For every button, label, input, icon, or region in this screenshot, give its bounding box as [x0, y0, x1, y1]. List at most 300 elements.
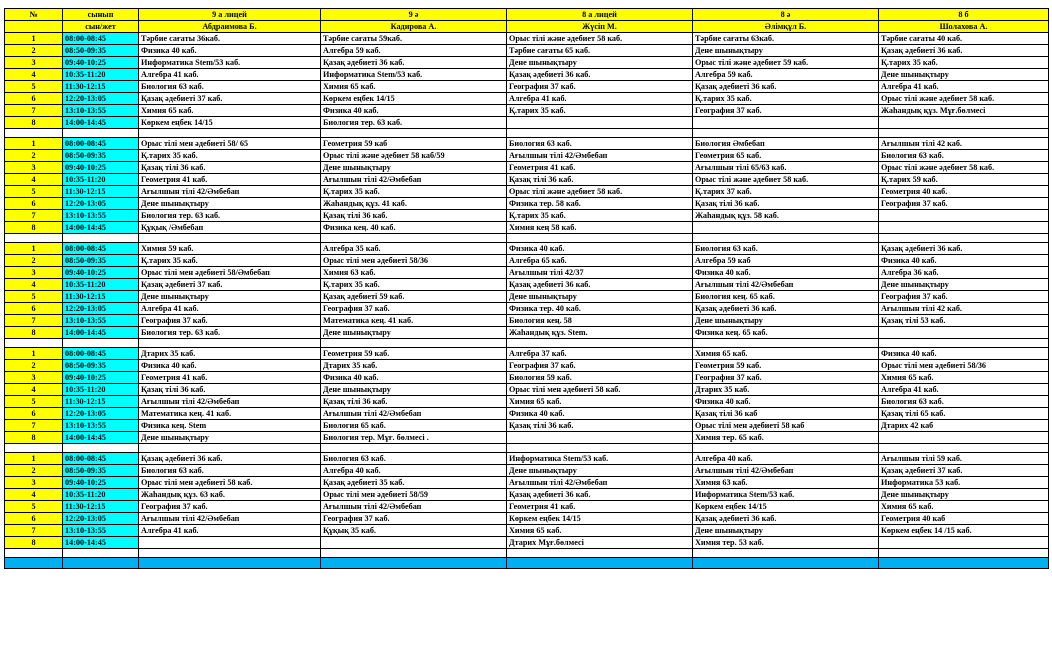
subject-cell: Дене шынықтыру — [693, 525, 879, 537]
subject-cell: Физика 40 каб. — [693, 396, 879, 408]
lesson-number: 4 — [5, 489, 63, 501]
subject-cell: Математика кең. 41 каб. — [321, 315, 507, 327]
subject-cell — [879, 222, 1049, 234]
lesson-row — [5, 432, 1049, 444]
class-name: 8 ә — [693, 9, 879, 21]
subject-cell — [693, 222, 879, 234]
lesson-time: 09:40-10:25 — [63, 372, 139, 384]
lesson-number: 3 — [5, 267, 63, 279]
subject-cell: Химия тер. 53 каб. — [693, 537, 879, 549]
lesson-time: 14:00-14:45 — [63, 327, 139, 339]
subject-cell: Орыс тілі мен әдебиеті 58/59 — [321, 489, 507, 501]
lesson-time: 10:35-11:20 — [63, 489, 139, 501]
subject-cell: Физика 40 каб. — [139, 45, 321, 57]
subject-cell: Орыс тілі мен әдебиеті 58/ 65 — [139, 138, 321, 150]
day-separator — [5, 549, 1049, 558]
subject-cell: Дене шынықтыру — [139, 432, 321, 444]
lesson-number: 1 — [5, 138, 63, 150]
separator-cell — [63, 234, 139, 243]
lesson-number: 7 — [5, 525, 63, 537]
day-separator — [5, 444, 1049, 453]
lesson-row — [5, 384, 1049, 396]
class-name: 8 а лицей — [507, 9, 693, 21]
subject-cell: Қазақ тілі 36 каб. — [139, 162, 321, 174]
lesson-row — [5, 162, 1049, 174]
subject-cell: Көркем еңбек 14/15 — [507, 513, 693, 525]
subject-cell: Геометрия 41 каб. — [507, 501, 693, 513]
lesson-number: 2 — [5, 255, 63, 267]
lesson-time: 09:40-10:25 — [63, 477, 139, 489]
subject-cell: Химия 65 каб. — [321, 81, 507, 93]
footer-cell — [507, 558, 693, 569]
subject-cell: Физика 40 каб. — [693, 267, 879, 279]
header-row — [5, 9, 1049, 21]
footer-cell — [5, 558, 63, 569]
subject-cell: Геометрия 59 каб. — [693, 360, 879, 372]
lesson-number: 6 — [5, 198, 63, 210]
lesson-time: 13:10-13:55 — [63, 210, 139, 222]
separator-cell — [5, 444, 63, 453]
lesson-time: 11:30-12:15 — [63, 81, 139, 93]
lesson-number: 8 — [5, 327, 63, 339]
lesson-number: 2 — [5, 150, 63, 162]
subject-cell: Химия 65 каб. — [693, 348, 879, 360]
subject-cell — [879, 537, 1049, 549]
subject-cell: Биология тер. 63 каб. — [139, 210, 321, 222]
lesson-number: 7 — [5, 105, 63, 117]
subject-cell: Ағылшын тілі 42/Әмбебап — [507, 477, 693, 489]
class-header: сынып — [63, 9, 139, 21]
lesson-number: 4 — [5, 384, 63, 396]
subject-cell: Дтарих 35 каб. — [321, 360, 507, 372]
separator-cell — [879, 234, 1049, 243]
subject-cell: Дене шынықтыру — [321, 384, 507, 396]
subject-cell: Физика 40 каб. — [879, 255, 1049, 267]
subject-cell: Физика тер. 58 каб. — [507, 198, 693, 210]
lesson-row — [5, 291, 1049, 303]
subject-cell: Орыс тілі және әдебиет 59 каб. — [693, 57, 879, 69]
separator-cell — [5, 234, 63, 243]
lesson-time: 14:00-14:45 — [63, 537, 139, 549]
separator-cell — [321, 549, 507, 558]
separator-cell — [321, 444, 507, 453]
separator-cell — [879, 129, 1049, 138]
subject-cell: Дене шынықтыру — [879, 69, 1049, 81]
subject-cell: Геометрия 40 каб. — [879, 186, 1049, 198]
subject-cell: Алгебра 35 каб. — [321, 243, 507, 255]
class-name: 8 б — [879, 9, 1049, 21]
lesson-row — [5, 453, 1049, 465]
lesson-time: 08:00-08:45 — [63, 243, 139, 255]
subject-cell: Алгебра 41 каб. — [139, 525, 321, 537]
subject-cell: Орыс тілі және әдебиет 58 каб. — [507, 186, 693, 198]
subject-cell — [507, 432, 693, 444]
lesson-time: 08:50-09:35 — [63, 465, 139, 477]
lesson-number: 5 — [5, 501, 63, 513]
teacher-name: Әлімқұл Б. — [693, 21, 879, 33]
subject-cell: Жаһандық құз. 41 каб. — [321, 198, 507, 210]
subject-cell: Көркем еңбек 14/15 — [321, 93, 507, 105]
subject-cell: Қазақ әдебиеті 36 каб. — [507, 279, 693, 291]
lesson-row — [5, 513, 1049, 525]
subject-cell — [321, 537, 507, 549]
subject-cell: Дене шынықтыру — [321, 162, 507, 174]
subject-cell: Қазақ әдебиеті 36 каб. — [139, 453, 321, 465]
subject-cell: Жаһандық құз. Мұғ.бөлмесі — [879, 105, 1049, 117]
day-separator — [5, 234, 1049, 243]
subject-cell: Қазақ әдебиеті 37 каб. — [139, 93, 321, 105]
lesson-time: 11:30-12:15 — [63, 396, 139, 408]
lesson-row — [5, 408, 1049, 420]
lesson-number: 7 — [5, 210, 63, 222]
subject-cell: Химия 63 каб. — [693, 477, 879, 489]
lesson-number: 4 — [5, 69, 63, 81]
subject-cell: Биология 63 каб. — [879, 150, 1049, 162]
subject-cell: Дене шынықтыру — [507, 291, 693, 303]
subject-cell: Ағылшын тілі 59 каб. — [879, 453, 1049, 465]
subject-cell: Физика 40 каб. — [139, 360, 321, 372]
subject-cell: Ағылшын тілі 65/63 каб. — [693, 162, 879, 174]
subject-cell: Дене шынықтыру — [879, 279, 1049, 291]
subject-cell: Физика 40 каб. — [507, 243, 693, 255]
lesson-time: 12:20-13:05 — [63, 513, 139, 525]
lesson-number: 8 — [5, 537, 63, 549]
subject-cell: Физика тер. 40 каб. — [507, 303, 693, 315]
subject-cell: Қазақ әдебиеті 36 каб. — [879, 45, 1049, 57]
subject-cell: География 37 каб. — [139, 315, 321, 327]
subject-cell — [879, 432, 1049, 444]
lesson-row — [5, 222, 1049, 234]
subject-cell: Қазақ әдебиеті 36 каб. — [693, 81, 879, 93]
subject-cell: Қазақ әдебиеті 36 каб. — [507, 489, 693, 501]
lesson-time: 13:10-13:55 — [63, 420, 139, 432]
subject-cell: Дене шынықтыру — [321, 327, 507, 339]
subject-cell: Геометрия 59 каб. — [321, 348, 507, 360]
class-name: 9 ә — [321, 9, 507, 21]
subject-cell: Химия 65 каб. — [507, 525, 693, 537]
subject-cell: Қазақ тілі 36 каб. — [139, 384, 321, 396]
subject-cell: Дене шынықтыру — [139, 291, 321, 303]
subject-cell: Биология 63 каб. — [879, 396, 1049, 408]
lesson-number: 1 — [5, 33, 63, 45]
subject-cell: Геометрия 41 каб. — [507, 162, 693, 174]
subject-cell: Биология тер. 63 каб. — [139, 327, 321, 339]
footer-bar — [5, 558, 1049, 569]
subject-cell: Орыс тілі мен әдебиеті 58/Әмбебап — [139, 267, 321, 279]
subject-cell: Ағылшын тілі 42/Әмбебап — [139, 396, 321, 408]
subject-cell: Дене шынықтыру — [139, 198, 321, 210]
subject-cell: Биология 63 каб. — [693, 243, 879, 255]
lesson-row — [5, 198, 1049, 210]
subject-cell: Биология кең. 58 — [507, 315, 693, 327]
lesson-row — [5, 33, 1049, 45]
footer-cell — [63, 558, 139, 569]
subject-cell: Құқық 35 каб. — [321, 525, 507, 537]
lesson-number: 1 — [5, 243, 63, 255]
lesson-row — [5, 267, 1049, 279]
separator-cell — [63, 339, 139, 348]
footer-cell — [321, 558, 507, 569]
subject-cell: Көркем еңбек 14/15 — [139, 117, 321, 129]
lesson-row — [5, 117, 1049, 129]
lesson-row — [5, 210, 1049, 222]
lesson-time: 13:10-13:55 — [63, 525, 139, 537]
subject-cell: Қ.тарих 35 каб. — [139, 150, 321, 162]
footer-cell — [879, 558, 1049, 569]
lesson-number: 3 — [5, 372, 63, 384]
subject-cell: Химия 63 каб. — [321, 267, 507, 279]
subject-cell: Ағылшын тілі 42/37 — [507, 267, 693, 279]
subject-cell: Қазақ әдебиеті 36 каб. — [693, 513, 879, 525]
subject-cell: Тәрбие сағаты 40 каб. — [879, 33, 1049, 45]
lesson-row — [5, 150, 1049, 162]
subject-cell: Жаһандық құз. 58 каб. — [693, 210, 879, 222]
subject-cell: Дене шынықтыру — [693, 45, 879, 57]
lesson-row — [5, 303, 1049, 315]
lesson-number: 2 — [5, 45, 63, 57]
subject-cell: Ағылшын тілі 42/Әмбебап — [321, 501, 507, 513]
subject-cell: Тәрбие сағаты 63каб. — [693, 33, 879, 45]
subject-cell: Орыс тілі және әдебиет 58 каб. — [879, 93, 1049, 105]
subject-cell: Қазақ әдебиеті 59 каб. — [321, 291, 507, 303]
lesson-row — [5, 396, 1049, 408]
lesson-row — [5, 372, 1049, 384]
subject-cell: Қ.тарих 35 каб. — [507, 210, 693, 222]
subject-cell: Қ.тарих 35 каб. — [507, 105, 693, 117]
subject-cell: Дене шынықтыру — [507, 57, 693, 69]
subject-cell: Орыс тілі және әдебиет 58 каб/59 — [321, 150, 507, 162]
subject-cell: Көркем еңбек 14/15 — [693, 501, 879, 513]
subject-cell: Қ.тарих 35 каб. — [321, 279, 507, 291]
lesson-time: 13:10-13:55 — [63, 105, 139, 117]
subject-cell: Қазақ әдебиеті 36 каб. — [693, 303, 879, 315]
subject-cell: Қазақ әдебиеті 37 каб. — [879, 465, 1049, 477]
separator-cell — [139, 549, 321, 558]
subject-cell: География 37 каб. — [321, 303, 507, 315]
subject-cell — [693, 117, 879, 129]
lesson-time: 11:30-12:15 — [63, 291, 139, 303]
subject-cell: Қазақ тілі 36 каб. — [693, 198, 879, 210]
subject-cell: Биология тер. Мұғ. бөлмесі . — [321, 432, 507, 444]
separator-cell — [321, 129, 507, 138]
lesson-time: 08:50-09:35 — [63, 360, 139, 372]
subject-cell: Алгебра 40 каб. — [693, 453, 879, 465]
subject-cell: География 37 каб. — [879, 198, 1049, 210]
lesson-time: 09:40-10:25 — [63, 267, 139, 279]
subject-cell: География 37 каб. — [507, 81, 693, 93]
separator-cell — [879, 339, 1049, 348]
subject-cell: География 37 каб. — [693, 105, 879, 117]
lesson-row — [5, 537, 1049, 549]
lesson-time: 12:20-13:05 — [63, 93, 139, 105]
lesson-time: 12:20-13:05 — [63, 198, 139, 210]
subject-cell: Дтарих 35 каб. — [693, 384, 879, 396]
subject-cell: Физика кең. Stem — [139, 420, 321, 432]
lesson-number: 5 — [5, 291, 63, 303]
lesson-row — [5, 465, 1049, 477]
lesson-row — [5, 105, 1049, 117]
subject-cell: Алгебра 59 каб. — [693, 69, 879, 81]
subject-cell: Алгебра 41 каб. — [139, 303, 321, 315]
subject-cell: Орыс тілі мен әдебиеті 58 каб. — [507, 384, 693, 396]
subject-cell: Алгебра 40 каб. — [321, 465, 507, 477]
lesson-time: 14:00-14:45 — [63, 432, 139, 444]
subject-cell: Дене шынықтыру — [507, 465, 693, 477]
subject-cell: Қазақ тілі 36 каб. — [321, 396, 507, 408]
lesson-row — [5, 45, 1049, 57]
lesson-number: 5 — [5, 81, 63, 93]
day-separator — [5, 339, 1049, 348]
separator-cell — [693, 549, 879, 558]
separator-cell — [321, 234, 507, 243]
separator-cell — [63, 129, 139, 138]
subject-cell: Алгебра 41 каб. — [507, 93, 693, 105]
subject-cell: Ағылшын тілі 42/Әмбебап — [139, 513, 321, 525]
lesson-row — [5, 138, 1049, 150]
separator-cell — [693, 339, 879, 348]
subject-cell: Орыс тілі және әдебиет 58 каб. — [879, 162, 1049, 174]
subject-cell: Физика 40 каб. — [321, 372, 507, 384]
subject-cell: Орыс тілі және әдебиет 58 каб. — [693, 174, 879, 186]
lesson-time: 08:00-08:45 — [63, 138, 139, 150]
lesson-number: 6 — [5, 303, 63, 315]
subject-cell: Ағылшын тілі 42 каб. — [879, 138, 1049, 150]
lesson-row — [5, 81, 1049, 93]
subject-cell: Информатика Stem/53 каб. — [693, 489, 879, 501]
lesson-number: 4 — [5, 279, 63, 291]
separator-cell — [507, 444, 693, 453]
lesson-number: 6 — [5, 93, 63, 105]
subject-cell: Биология 65 каб. — [321, 420, 507, 432]
subject-cell: Дтарих 42 каб — [879, 420, 1049, 432]
subject-cell: Химия кең 58 каб. — [507, 222, 693, 234]
lesson-row — [5, 477, 1049, 489]
subject-cell: Қ.тарих 35 каб. — [321, 186, 507, 198]
subject-cell: Қазақ тілі 36 каб. — [507, 174, 693, 186]
lesson-number: 6 — [5, 408, 63, 420]
subject-cell: Химия 65 каб. — [879, 501, 1049, 513]
separator-cell — [63, 549, 139, 558]
subject-cell: Орыс тілі мен әдебиеті 58 каб — [693, 420, 879, 432]
lesson-time: 14:00-14:45 — [63, 222, 139, 234]
lesson-row — [5, 360, 1049, 372]
subject-cell: Тәрбие сағаты 59каб. — [321, 33, 507, 45]
subject-cell: Жаһандық құз. 63 каб. — [139, 489, 321, 501]
lesson-time: 10:35-11:20 — [63, 384, 139, 396]
subject-cell: Қазақ тілі 36 каб. — [507, 420, 693, 432]
lesson-row — [5, 255, 1049, 267]
separator-cell — [139, 444, 321, 453]
subject-cell: Қазақ әдебиеті 36 каб. — [879, 243, 1049, 255]
day-separator — [5, 129, 1049, 138]
subject-cell: Тәрбие сағаты 65 каб. — [507, 45, 693, 57]
subject-cell: Ағылшын тілі 42/Әмбебап — [507, 150, 693, 162]
subject-cell: Дене шынықтыру — [693, 315, 879, 327]
separator-cell — [5, 549, 63, 558]
separator-cell — [693, 444, 879, 453]
subject-cell: Орыс тілі және әдебиет 58 каб. — [507, 33, 693, 45]
subject-cell: География 37 каб. — [139, 501, 321, 513]
subject-cell — [139, 537, 321, 549]
lesson-time: 11:30-12:15 — [63, 186, 139, 198]
subject-cell: Дене шынықтыру — [879, 489, 1049, 501]
blank-cell — [5, 21, 63, 33]
lesson-number: 3 — [5, 57, 63, 69]
subject-cell: Алгебра 37 каб. — [507, 348, 693, 360]
subject-cell: Алгебра 36 каб. — [879, 267, 1049, 279]
lesson-row — [5, 57, 1049, 69]
lesson-time: 08:50-09:35 — [63, 150, 139, 162]
subject-cell: Физика 40 каб. — [321, 105, 507, 117]
lesson-time: 08:50-09:35 — [63, 255, 139, 267]
lesson-time: 12:20-13:05 — [63, 408, 139, 420]
teacher-name: Жүсіп М. — [507, 21, 693, 33]
subject-cell: Алгебра 41 каб. — [139, 69, 321, 81]
subject-cell — [879, 327, 1049, 339]
subject-cell: Биология 63 каб. — [139, 465, 321, 477]
subject-cell: Физика 40 каб. — [879, 348, 1049, 360]
subject-cell: Ағылшын тілі 42/Әмбебап — [693, 279, 879, 291]
lesson-number: 2 — [5, 360, 63, 372]
lesson-number: 4 — [5, 174, 63, 186]
separator-cell — [507, 129, 693, 138]
subject-cell: География 37 каб. — [507, 360, 693, 372]
subject-cell: Көркем еңбек 14 /15 каб. — [879, 525, 1049, 537]
subject-cell: Қазақ тілі 65 каб. — [879, 408, 1049, 420]
subject-cell: Ағылшын тілі 42/Әмбебап — [693, 465, 879, 477]
subject-cell: Қазақ тілі 53 каб. — [879, 315, 1049, 327]
subject-cell: Орыс тілі мен әдебиеті 58/36 — [879, 360, 1049, 372]
subject-cell: Қазақ әдебиеті 36 каб. — [507, 69, 693, 81]
subject-cell: Биология 63 каб. — [507, 138, 693, 150]
lesson-time: 10:35-11:20 — [63, 174, 139, 186]
subject-cell: Информатика 53 каб. — [879, 477, 1049, 489]
timetable — [4, 8, 1049, 569]
subject-cell: Алгебра 41 каб. — [879, 384, 1049, 396]
lesson-number: 1 — [5, 348, 63, 360]
subject-cell: Геометрия 41 каб. — [139, 174, 321, 186]
subject-cell: Орыс тілі мен әдебиеті 58 каб. — [139, 477, 321, 489]
subject-cell: Физика кең. 40 каб. — [321, 222, 507, 234]
lesson-row — [5, 489, 1049, 501]
lesson-number: 8 — [5, 432, 63, 444]
footer-cell — [139, 558, 321, 569]
separator-cell — [63, 444, 139, 453]
subject-cell: Физика кең. 65 каб. — [693, 327, 879, 339]
subject-cell: Алгебра 65 каб. — [507, 255, 693, 267]
lesson-time: 08:00-08:45 — [63, 453, 139, 465]
separator-cell — [139, 234, 321, 243]
separator-cell — [5, 129, 63, 138]
subject-cell: Қазақ тілі 36 каб — [693, 408, 879, 420]
separator-cell — [693, 129, 879, 138]
separator-cell — [507, 339, 693, 348]
class-name: 9 а лицей — [139, 9, 321, 21]
subject-cell: Тәрбие сағаты 36каб. — [139, 33, 321, 45]
subject-cell: Ағылшын тілі 42/Әмбебап — [139, 186, 321, 198]
subject-cell: Ағылшын тілі 42/Әмбебап — [321, 408, 507, 420]
lesson-time: 09:40-10:25 — [63, 57, 139, 69]
subject-cell: Қазақ әдебиеті 37 каб. — [139, 279, 321, 291]
lesson-time: 13:10-13:55 — [63, 315, 139, 327]
lesson-row — [5, 186, 1049, 198]
lesson-row — [5, 420, 1049, 432]
separator-cell — [507, 234, 693, 243]
lesson-time: 08:00-08:45 — [63, 33, 139, 45]
subject-cell: Биология Әмбебап — [693, 138, 879, 150]
lesson-number: 1 — [5, 453, 63, 465]
subject-cell: Қ.тарих 35 каб. — [879, 57, 1049, 69]
